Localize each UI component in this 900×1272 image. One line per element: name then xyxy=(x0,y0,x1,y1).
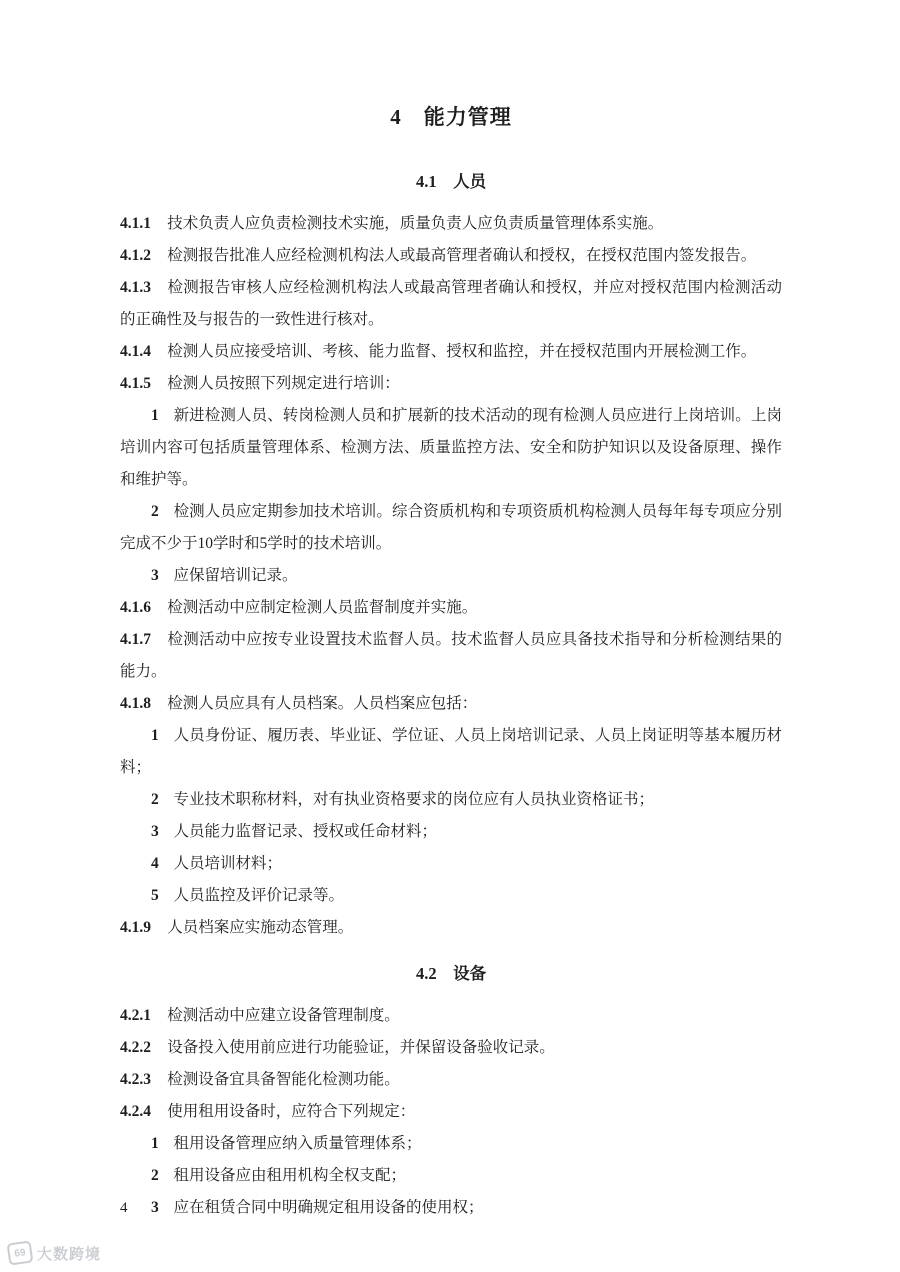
clause-text: 检测人员应具有人员档案。人员档案应包括： xyxy=(167,695,478,712)
clause-number: 2 xyxy=(151,1167,159,1184)
section-heading: 4.1 人员 xyxy=(415,172,487,191)
clause-number: 4.2.3 xyxy=(120,1071,151,1088)
clause-text: 检测报告批准人应经检测机构法人或最高管理者确认和授权，在授权范围内签发报告。 xyxy=(167,247,757,264)
clause-number: 4.2.2 xyxy=(120,1039,151,1056)
clause-text: 应保留培训记录。 xyxy=(173,567,298,584)
clause-number: 4.1.3 xyxy=(120,279,151,296)
clause-paragraph xyxy=(120,272,782,336)
clause-number: 4.1.7 xyxy=(120,631,151,648)
list-item xyxy=(120,560,782,592)
clause-text: 检测人员应定期参加技术培训。综合资质机构和专项资质机构检测人员每年每专项应分别完成不少于10学时和5学时的技术培训。 xyxy=(120,503,782,552)
list-item xyxy=(120,720,782,784)
document-body xyxy=(120,166,782,1224)
clause-text: 检测人员应接受培训、考核、能力监督、授权和监控，并在授权范围内开展检测工作。 xyxy=(167,343,757,360)
list-item xyxy=(120,1192,782,1224)
clause-number: 4.1.9 xyxy=(120,919,151,936)
watermark-logo-icon: 69 xyxy=(7,1240,34,1265)
clause-paragraph xyxy=(120,912,782,944)
list-item xyxy=(120,1128,782,1160)
list-item xyxy=(120,400,782,496)
clause-paragraph xyxy=(120,1032,782,1064)
list-item xyxy=(120,784,782,816)
clause-paragraph xyxy=(120,624,782,688)
clause-paragraph xyxy=(120,368,782,400)
clause-number: 4.1.2 xyxy=(120,247,151,264)
clause-text: 应在租赁合同中明确规定租用设备的使用权； xyxy=(173,1199,484,1216)
clause-number: 3 xyxy=(151,1199,159,1216)
clause-number: 4.2.1 xyxy=(120,1007,151,1024)
clause-number: 1 xyxy=(151,1135,159,1152)
clause-number: 3 xyxy=(151,567,159,584)
clause-text: 人员档案应实施动态管理。 xyxy=(167,919,354,936)
clause-text: 使用租用设备时，应符合下列规定： xyxy=(167,1103,416,1120)
clause-paragraph xyxy=(120,1064,782,1096)
clause-paragraph xyxy=(120,208,782,240)
clause-text: 租用设备应由租用机构全权支配； xyxy=(173,1167,406,1184)
clause-text: 人员身份证、履历表、毕业证、学位证、人员上岗培训记录、人员上岗证明等基本履历材料； xyxy=(120,727,782,776)
clause-number: 4.2.4 xyxy=(120,1103,151,1120)
clause-number: 4.1.8 xyxy=(120,695,151,712)
clause-paragraph xyxy=(120,688,782,720)
clause-text: 新进检测人员、转岗检测人员和扩展新的技术活动的现有检测人员应进行上岗培训。上岗培训内容可包括质量管理体系、检测方法、质量监控方法、安全和防护知识以及设备原理、操作和维护等。 xyxy=(120,407,782,488)
clause-number: 2 xyxy=(151,791,159,808)
clause-text: 技术负责人应负责检测技术实施，质量负责人应负责质量管理体系实施。 xyxy=(167,215,664,232)
clause-number: 4.1.4 xyxy=(120,343,151,360)
clause-text: 检测活动中应建立设备管理制度。 xyxy=(167,1007,400,1024)
clause-number: 4 xyxy=(151,855,159,872)
clause-text: 检测报告审核人应经检测机构法人或最高管理者确认和授权，并应对授权范围内检测活动的正确性及与报告的一致性进行核对。 xyxy=(120,279,782,328)
clause-text: 检测设备宜具备智能化检测功能。 xyxy=(167,1071,400,1088)
clause-number: 4.1.6 xyxy=(120,599,151,616)
clause-number: 4.1.1 xyxy=(120,215,151,232)
clause-paragraph xyxy=(120,1000,782,1032)
clause-number: 1 xyxy=(151,407,159,424)
clause-number: 1 xyxy=(151,727,159,744)
clause-text: 检测人员按照下列规定进行培训： xyxy=(167,375,400,392)
page-number: 4 xyxy=(120,1200,128,1216)
clause-paragraph xyxy=(120,336,782,368)
clause-paragraph xyxy=(120,592,782,624)
clause-number: 2 xyxy=(151,503,159,520)
list-item xyxy=(120,816,782,848)
watermark xyxy=(8,1242,101,1264)
clause-text: 检测活动中应制定检测人员监督制度并实施。 xyxy=(167,599,478,616)
clause-number: 3 xyxy=(151,823,159,840)
clause-paragraph xyxy=(120,1096,782,1128)
section-heading: 4.2 设备 xyxy=(415,964,487,983)
clause-text: 设备投入使用前应进行功能验证，并保留设备验收记录。 xyxy=(167,1039,555,1056)
page-title: 4 能力管理 xyxy=(390,105,512,129)
clause-paragraph xyxy=(120,240,782,272)
clause-number: 4.1.5 xyxy=(120,375,151,392)
watermark-label: 大数跨境 xyxy=(37,1245,102,1263)
list-item xyxy=(120,848,782,880)
clause-text: 人员监控及评价记录等。 xyxy=(173,887,344,904)
clause-text: 人员能力监督记录、授权或任命材料； xyxy=(173,823,437,840)
clause-text: 人员培训材料； xyxy=(173,855,282,872)
list-item xyxy=(120,1160,782,1192)
clause-text: 专业技术职称材料，对有执业资格要求的岗位应有人员执业资格证书； xyxy=(173,791,654,808)
list-item xyxy=(120,880,782,912)
list-item xyxy=(120,496,782,560)
clause-text: 检测活动中应按专业设置技术监督人员。技术监督人员应具备技术指导和分析检测结果的能力。 xyxy=(120,631,782,680)
clause-number: 5 xyxy=(151,887,159,904)
clause-text: 租用设备管理应纳入质量管理体系； xyxy=(173,1135,422,1152)
